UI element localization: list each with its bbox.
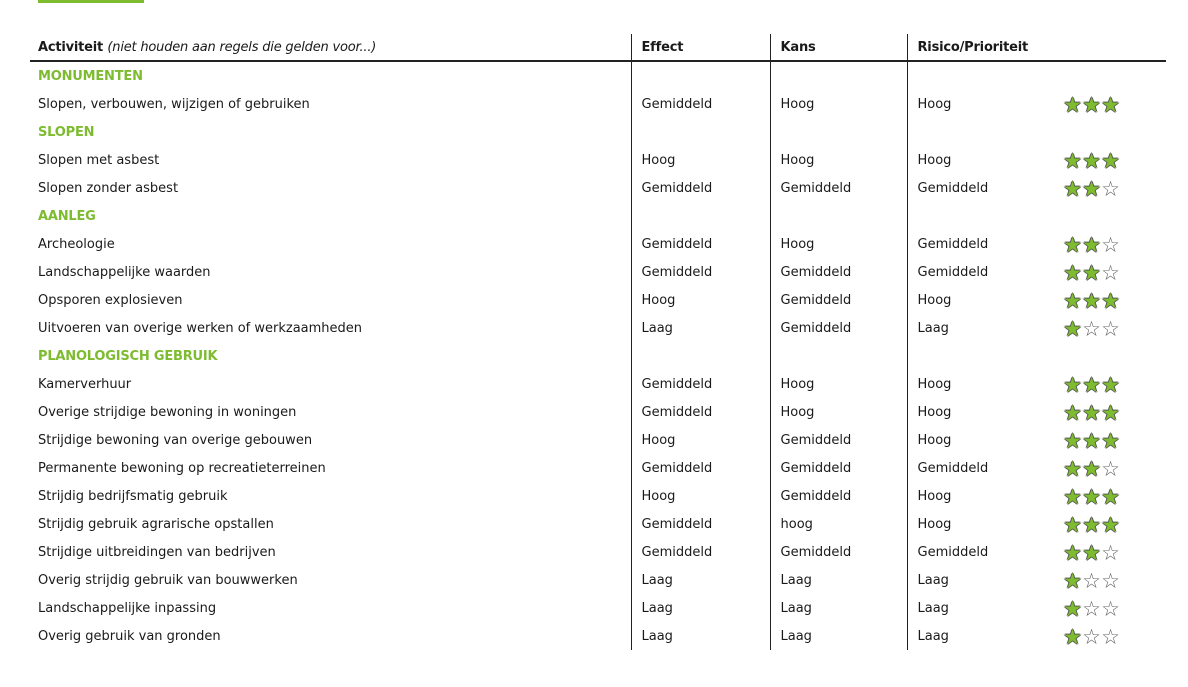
star-filled-icon: ★: [1063, 316, 1080, 341]
section-label: AANLEG: [38, 208, 96, 224]
section-row: [30, 202, 1166, 230]
table-row: [30, 230, 1166, 258]
kans-cell: Gemiddeld: [770, 286, 907, 314]
activity-cell: Strijdige bewoning van overige gebouwen: [38, 432, 313, 448]
kans-cell: Gemiddeld: [770, 426, 907, 454]
star-rating-group: [1062, 624, 1119, 649]
table-row: [30, 398, 1166, 426]
section-label: PLANOLOGISCH GEBRUIK: [38, 348, 218, 364]
activity-cell: Kamerverhuur: [38, 376, 132, 392]
star-filled-icon: ★: [1063, 624, 1080, 649]
star-empty-icon: ☆: [1082, 596, 1099, 621]
table-row: [30, 314, 1166, 342]
activity-cell: Overig gebruik van gronden: [38, 628, 221, 644]
star-filled-icon: ★: [1082, 400, 1099, 425]
empty-cell: [631, 342, 770, 370]
kans-cell: Gemiddeld: [770, 538, 907, 566]
effect-cell: Gemiddeld: [631, 454, 770, 482]
star-filled-icon: ★: [1082, 512, 1099, 537]
kans-cell: Laag: [770, 594, 907, 622]
star-rating: [1052, 482, 1166, 510]
star-empty-icon: ☆: [1101, 260, 1118, 285]
activity-cell: Overige strijdige bewoning in woningen: [38, 404, 297, 420]
activity-cell: Slopen met asbest: [38, 152, 160, 168]
empty-cell: [631, 118, 770, 146]
risico-cell: Gemiddeld: [907, 174, 1052, 202]
empty-cell: [1052, 61, 1166, 90]
activity-cell: Strijdig bedrijfsmatig gebruik: [38, 488, 228, 504]
star-rating-group: [1062, 456, 1119, 481]
star-filled-icon: ★: [1063, 260, 1080, 285]
table-header-row: [30, 34, 1166, 61]
effect-cell: Gemiddeld: [631, 174, 770, 202]
kans-cell: hoog: [770, 510, 907, 538]
effect-cell: Gemiddeld: [631, 398, 770, 426]
table-row: [30, 482, 1166, 510]
star-empty-icon: ☆: [1082, 624, 1099, 649]
section-label: MONUMENTEN: [38, 68, 143, 84]
kans-cell: Gemiddeld: [770, 454, 907, 482]
star-filled-icon: ★: [1082, 92, 1099, 117]
star-rating-group: [1062, 92, 1119, 117]
star-rating-group: [1062, 428, 1119, 453]
star-rating-group: [1062, 596, 1119, 621]
star-filled-icon: ★: [1063, 568, 1080, 593]
effect-cell: Gemiddeld: [631, 510, 770, 538]
star-rating: [1052, 314, 1166, 342]
star-filled-icon: ★: [1063, 372, 1080, 397]
star-empty-icon: ☆: [1082, 316, 1099, 341]
star-rating: [1052, 594, 1166, 622]
star-filled-icon: ★: [1063, 596, 1080, 621]
table-row: [30, 510, 1166, 538]
header-kans: Kans: [770, 34, 907, 61]
star-filled-icon: ★: [1082, 260, 1099, 285]
table-row: [30, 174, 1166, 202]
table-row: [30, 594, 1166, 622]
section-row: [30, 61, 1166, 90]
table-row: [30, 566, 1166, 594]
kans-cell: Laag: [770, 622, 907, 650]
star-rating: [1052, 566, 1166, 594]
kans-cell: Hoog: [770, 370, 907, 398]
star-filled-icon: ★: [1101, 372, 1118, 397]
star-rating: [1052, 370, 1166, 398]
table-row: [30, 258, 1166, 286]
star-rating: [1052, 146, 1166, 174]
risico-cell: Hoog: [907, 482, 1052, 510]
star-filled-icon: ★: [1063, 232, 1080, 257]
star-empty-icon: ☆: [1101, 624, 1118, 649]
star-rating-group: [1062, 288, 1119, 313]
star-rating-group: [1062, 512, 1119, 537]
star-empty-icon: ☆: [1101, 568, 1118, 593]
empty-cell: [907, 61, 1052, 90]
star-empty-icon: ☆: [1101, 540, 1118, 565]
star-rating: [1052, 90, 1166, 118]
star-rating: [1052, 538, 1166, 566]
star-rating-group: [1062, 148, 1119, 173]
star-rating-group: [1062, 176, 1119, 201]
star-rating: [1052, 454, 1166, 482]
risico-cell: Hoog: [907, 510, 1052, 538]
star-rating: [1052, 510, 1166, 538]
effect-cell: Hoog: [631, 286, 770, 314]
kans-cell: Hoog: [770, 90, 907, 118]
star-filled-icon: ★: [1063, 288, 1080, 313]
star-filled-icon: ★: [1101, 428, 1118, 453]
star-rating-group: [1062, 316, 1119, 341]
activity-cell: Opsporen explosieven: [38, 292, 183, 308]
star-rating: [1052, 230, 1166, 258]
kans-cell: Hoog: [770, 146, 907, 174]
activity-cell: Archeologie: [38, 236, 115, 252]
table-row: [30, 370, 1166, 398]
kans-cell: Hoog: [770, 398, 907, 426]
effect-cell: Gemiddeld: [631, 538, 770, 566]
risico-cell: Laag: [907, 566, 1052, 594]
activity-cell: Overig strijdig gebruik van bouwwerken: [38, 572, 298, 588]
star-filled-icon: ★: [1082, 148, 1099, 173]
star-filled-icon: ★: [1101, 92, 1118, 117]
star-filled-icon: ★: [1101, 484, 1118, 509]
table-row: [30, 622, 1166, 650]
star-rating: [1052, 398, 1166, 426]
star-filled-icon: ★: [1063, 512, 1080, 537]
star-filled-icon: ★: [1082, 428, 1099, 453]
header-activity: Activiteit (niet houden aan regels die gelden voor...): [30, 34, 631, 61]
risico-cell: Hoog: [907, 426, 1052, 454]
star-rating-group: [1062, 568, 1119, 593]
star-filled-icon: ★: [1063, 540, 1080, 565]
table-row: [30, 146, 1166, 174]
risico-cell: Hoog: [907, 398, 1052, 426]
header-activity-note: (niet houden aan regels die gelden voor...): [107, 39, 377, 55]
activity-cell: Landschappelijke waarden: [38, 264, 211, 280]
star-rating: [1052, 622, 1166, 650]
activity-cell: Uitvoeren van overige werken of werkzaamheden: [38, 320, 363, 336]
kans-cell: Hoog: [770, 230, 907, 258]
risico-cell: Gemiddeld: [907, 258, 1052, 286]
star-filled-icon: ★: [1101, 512, 1118, 537]
effect-cell: Gemiddeld: [631, 230, 770, 258]
star-rating-group: [1062, 484, 1119, 509]
risico-cell: Gemiddeld: [907, 538, 1052, 566]
activity-cell: Slopen zonder asbest: [38, 180, 179, 196]
activity-cell: Landschappelijke inpassing: [38, 600, 217, 616]
star-empty-icon: ☆: [1101, 596, 1118, 621]
table-row: [30, 426, 1166, 454]
effect-cell: Gemiddeld: [631, 258, 770, 286]
risico-cell: Laag: [907, 594, 1052, 622]
star-filled-icon: ★: [1082, 232, 1099, 257]
star-filled-icon: ★: [1082, 288, 1099, 313]
top-accent-bar: [38, 0, 144, 3]
table-row: [30, 538, 1166, 566]
section-row: [30, 342, 1166, 370]
risico-cell: Hoog: [907, 370, 1052, 398]
risk-table: [30, 34, 1166, 650]
risico-cell: Hoog: [907, 286, 1052, 314]
kans-cell: Gemiddeld: [770, 482, 907, 510]
star-filled-icon: ★: [1082, 456, 1099, 481]
star-filled-icon: ★: [1063, 484, 1080, 509]
header-risico: Risico/Prioriteit: [907, 34, 1052, 61]
empty-cell: [631, 61, 770, 90]
table-body: [30, 61, 1166, 650]
empty-cell: [907, 202, 1052, 230]
star-rating-group: [1062, 400, 1119, 425]
star-filled-icon: ★: [1082, 176, 1099, 201]
star-rating-group: [1062, 260, 1119, 285]
effect-cell: Hoog: [631, 426, 770, 454]
effect-cell: Hoog: [631, 482, 770, 510]
effect-cell: Laag: [631, 566, 770, 594]
activity-cell: Slopen, verbouwen, wijzigen of gebruiken: [38, 96, 310, 112]
star-filled-icon: ★: [1063, 400, 1080, 425]
star-empty-icon: ☆: [1082, 568, 1099, 593]
section-row: [30, 118, 1166, 146]
risico-cell: Gemiddeld: [907, 230, 1052, 258]
kans-cell: Gemiddeld: [770, 174, 907, 202]
star-empty-icon: ☆: [1101, 232, 1118, 257]
risico-cell: Hoog: [907, 146, 1052, 174]
empty-cell: [770, 118, 907, 146]
risico-cell: Hoog: [907, 90, 1052, 118]
table-row: [30, 454, 1166, 482]
star-rating-group: [1062, 232, 1119, 257]
effect-cell: Laag: [631, 594, 770, 622]
star-empty-icon: ☆: [1101, 176, 1118, 201]
empty-cell: [631, 202, 770, 230]
effect-cell: Gemiddeld: [631, 370, 770, 398]
empty-cell: [1052, 118, 1166, 146]
effect-cell: Gemiddeld: [631, 90, 770, 118]
empty-cell: [907, 342, 1052, 370]
star-rating: [1052, 426, 1166, 454]
kans-cell: Laag: [770, 566, 907, 594]
star-rating: [1052, 258, 1166, 286]
star-rating: [1052, 174, 1166, 202]
star-filled-icon: ★: [1063, 176, 1080, 201]
empty-cell: [1052, 342, 1166, 370]
risico-cell: Laag: [907, 314, 1052, 342]
star-filled-icon: ★: [1101, 400, 1118, 425]
activity-cell: Strijdige uitbreidingen van bedrijven: [38, 544, 276, 560]
risico-cell: Gemiddeld: [907, 454, 1052, 482]
star-filled-icon: ★: [1082, 484, 1099, 509]
header-effect: Effect: [631, 34, 770, 61]
star-filled-icon: ★: [1101, 288, 1118, 313]
star-filled-icon: ★: [1063, 92, 1080, 117]
star-filled-icon: ★: [1082, 540, 1099, 565]
table-row: [30, 286, 1166, 314]
empty-cell: [770, 202, 907, 230]
star-filled-icon: ★: [1063, 456, 1080, 481]
effect-cell: Laag: [631, 622, 770, 650]
star-rating-group: [1062, 372, 1119, 397]
star-filled-icon: ★: [1063, 148, 1080, 173]
star-filled-icon: ★: [1063, 428, 1080, 453]
activity-cell: Permanente bewoning op recreatieterreinen: [38, 460, 326, 476]
activity-cell: Strijdig gebruik agrarische opstallen: [38, 516, 274, 532]
risico-cell: Laag: [907, 622, 1052, 650]
star-rating: [1052, 286, 1166, 314]
star-empty-icon: ☆: [1101, 456, 1118, 481]
table-row: [30, 90, 1166, 118]
effect-cell: Laag: [631, 314, 770, 342]
kans-cell: Gemiddeld: [770, 258, 907, 286]
empty-cell: [770, 61, 907, 90]
star-filled-icon: ★: [1082, 372, 1099, 397]
star-filled-icon: ★: [1101, 148, 1118, 173]
empty-cell: [770, 342, 907, 370]
star-empty-icon: ☆: [1101, 316, 1118, 341]
section-label: SLOPEN: [38, 124, 95, 140]
kans-cell: Gemiddeld: [770, 314, 907, 342]
header-rating: [1052, 34, 1166, 61]
effect-cell: Hoog: [631, 146, 770, 174]
star-rating-group: [1062, 540, 1119, 565]
empty-cell: [907, 118, 1052, 146]
empty-cell: [1052, 202, 1166, 230]
